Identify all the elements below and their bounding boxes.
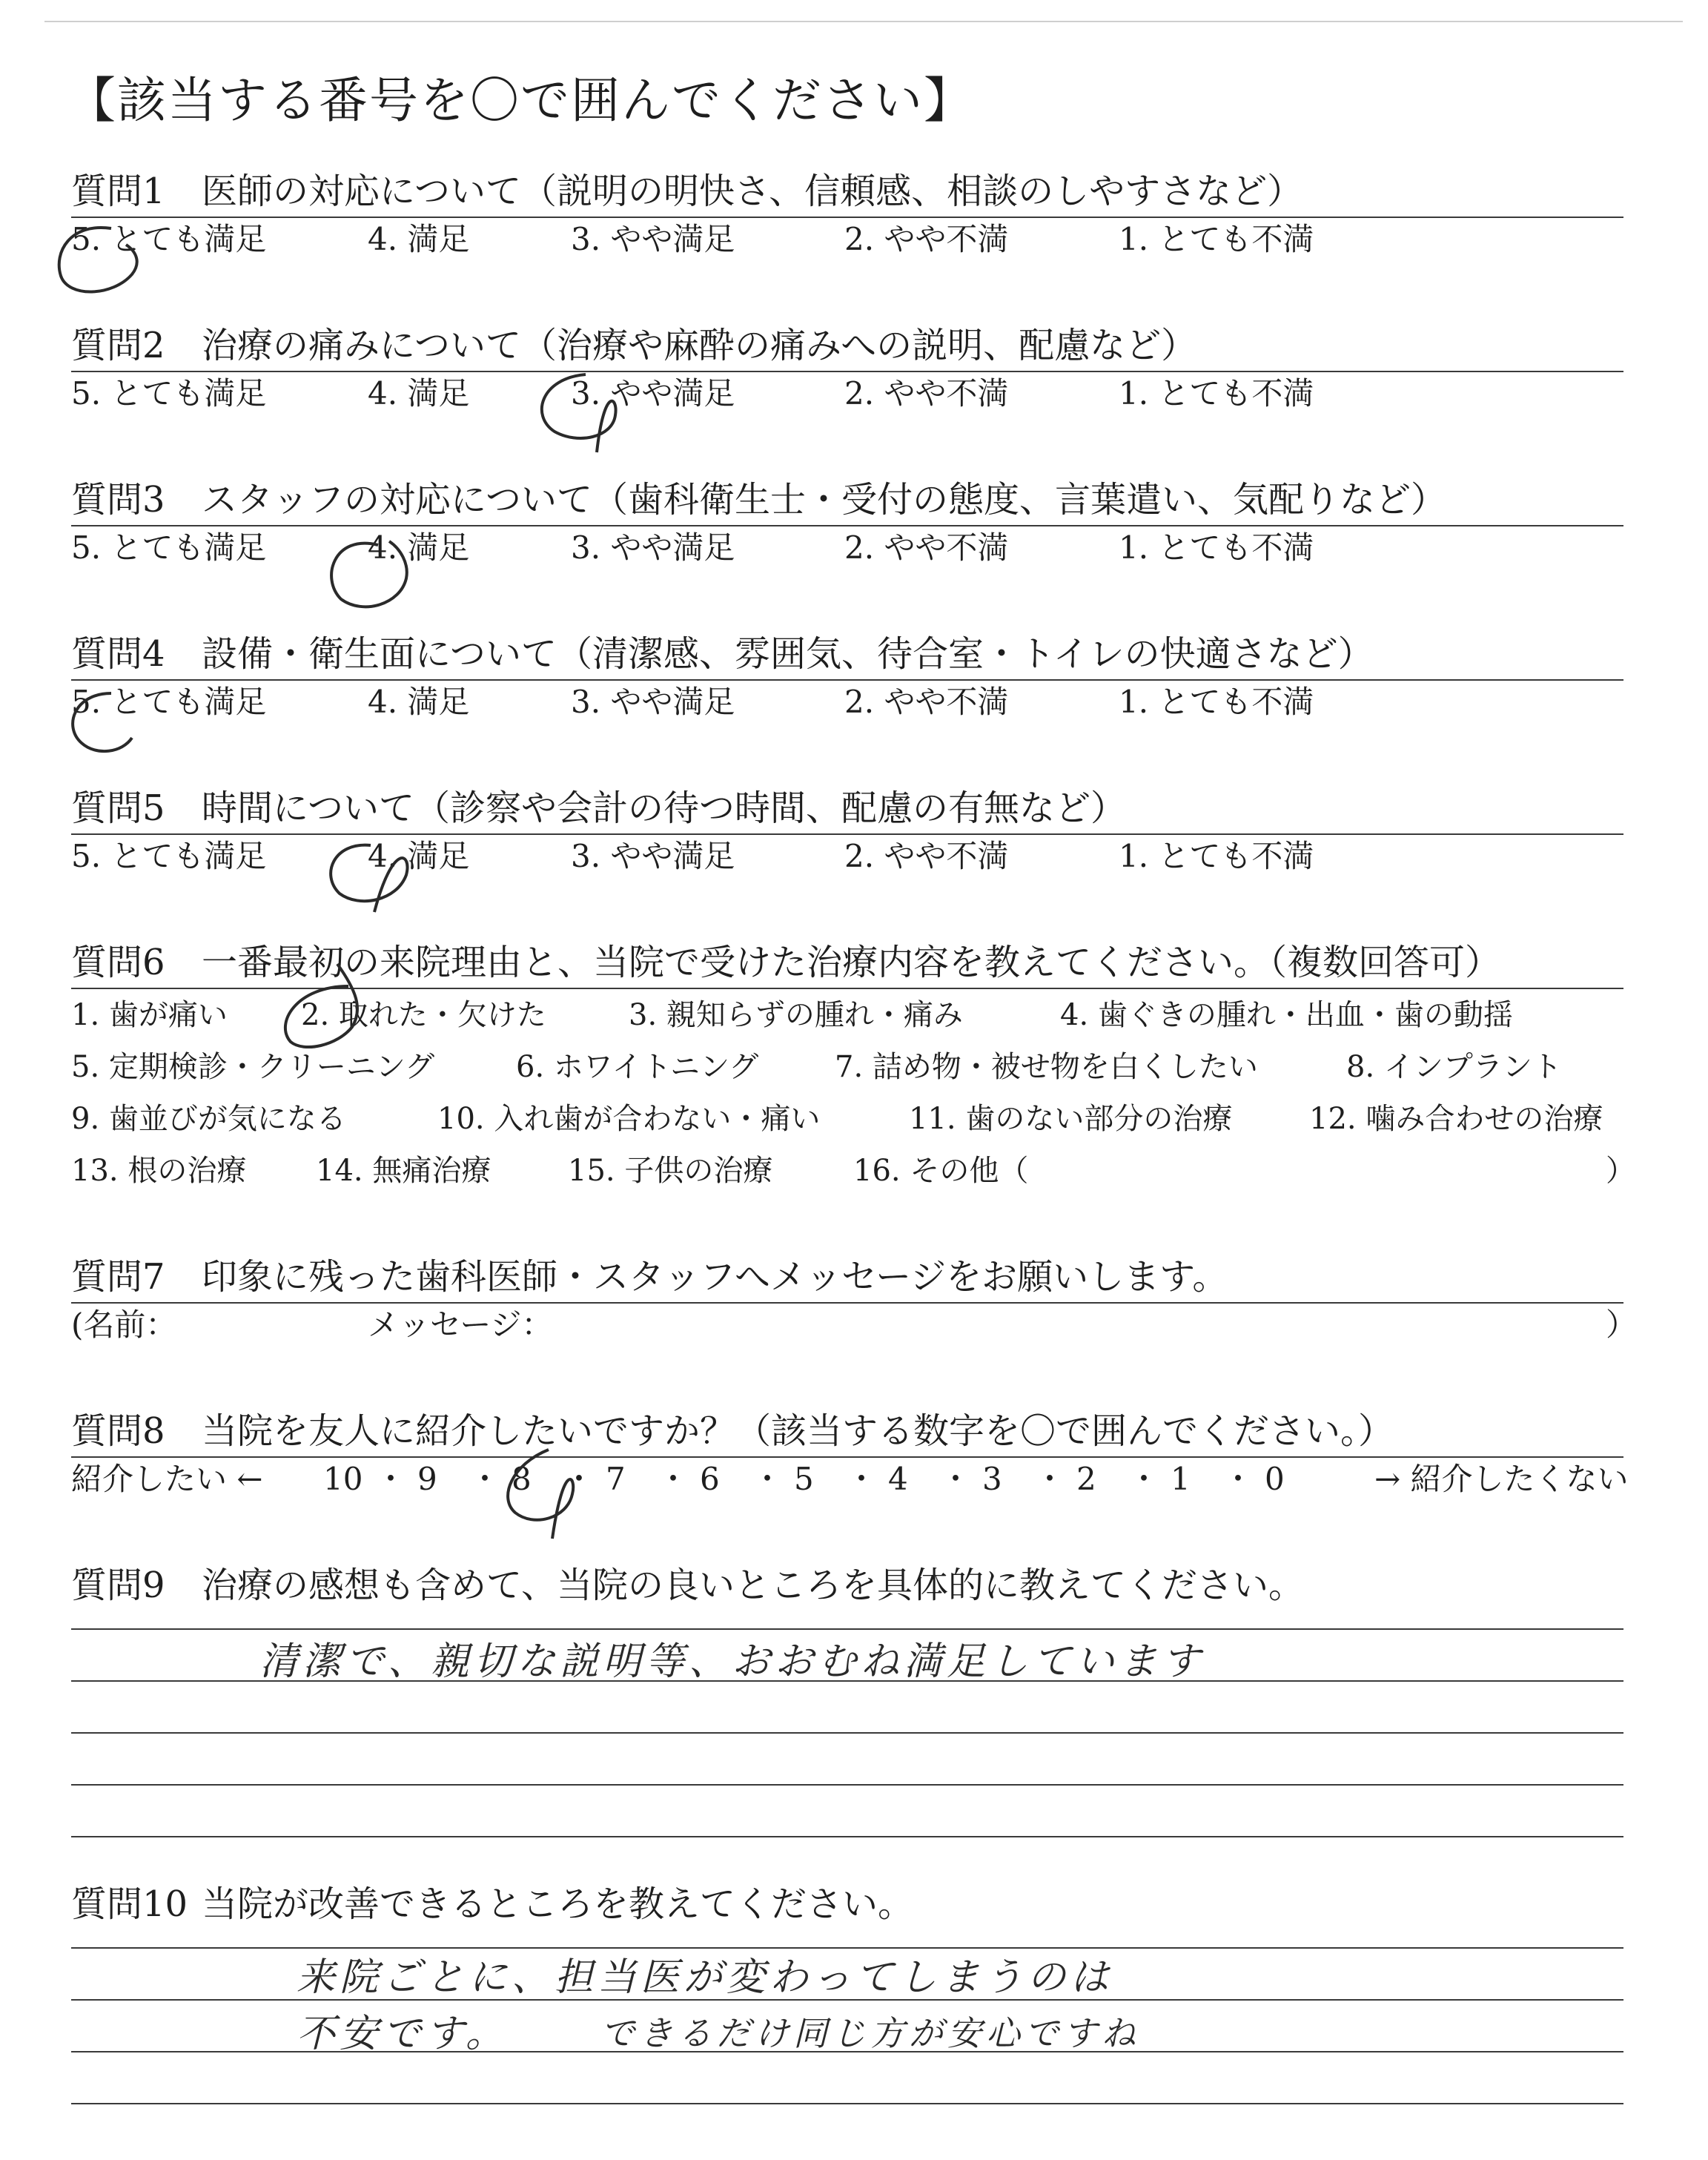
scale-value-2[interactable]: 2 (1076, 1461, 1096, 1497)
scale-value-9[interactable]: 9 (417, 1461, 437, 1497)
treatment-option[interactable]: 14. 無痛治療 (316, 1154, 491, 1188)
scale-value-7[interactable]: 7 (606, 1461, 626, 1497)
top-rule (44, 21, 1683, 22)
treatment-option-other[interactable]: 16. その他（ (853, 1154, 1029, 1188)
scale-separator: ・ (1222, 1461, 1254, 1497)
question-2 (71, 322, 1628, 415)
question-4-title (71, 630, 1628, 678)
question-text: 当院を友人に紹介したいですか？（該当する数字を〇で囲んでください。） (202, 1410, 1394, 1452)
question-number: 質問9 (71, 1565, 165, 1606)
question-text: スタッフの対応について（歯科衛生士・受付の態度、言葉遣い、気配りなど） (202, 479, 1447, 521)
treatment-options-row (71, 989, 1628, 1041)
question-number: 質問8 (71, 1410, 165, 1452)
option-5[interactable]: 5. とても満足 (71, 684, 267, 720)
question-10-title (71, 1880, 1628, 1928)
scale-separator: ・ (469, 1461, 501, 1497)
treatment-option[interactable]: 5. 定期検診・クリーニング (71, 1050, 435, 1084)
closing-paren: ） (1606, 1154, 1635, 1188)
treatment-option[interactable]: 1. 歯が痛い (71, 998, 228, 1032)
answer-line (71, 1732, 1623, 1734)
scale-value-4[interactable]: 4 (888, 1461, 908, 1497)
option-3[interactable]: 3. やや満足 (571, 375, 735, 412)
question-number: 質問3 (71, 479, 165, 521)
q9-handwritten-answer[interactable]: 清潔で、親切な説明等、おおむね満足しています (259, 1639, 1205, 1684)
recommend-scale (71, 1458, 1628, 1501)
option-2[interactable]: 2. やや不満 (844, 529, 1009, 566)
treatment-option[interactable]: 13. 根の治療 (71, 1154, 247, 1188)
answer-line (71, 2103, 1623, 2104)
rating-options (71, 218, 1628, 261)
scale-separator: ・ (752, 1461, 784, 1497)
question-text: 当院が改善できるところを教えてください。 (202, 1883, 914, 1925)
question-text: 治療の感想も含めて、当院の良いところを具体的に教えてください。 (202, 1565, 1305, 1606)
option-3[interactable]: 3. やや満足 (571, 529, 735, 566)
q10-handwritten-answer-line1[interactable]: 来院ごとに、担当医が変わってしまうのは (297, 1955, 1113, 2000)
question-6 (71, 939, 1635, 1197)
scale-right-label: → 紹介したくない (1374, 1461, 1629, 1497)
treatment-option[interactable]: 4. 歯ぐきの腫れ・出血・歯の動揺 (1060, 998, 1513, 1032)
question-7 (71, 1253, 1638, 1347)
option-4[interactable]: 4. 満足 (368, 529, 470, 566)
treatment-options-row (71, 1145, 1635, 1197)
q10-handwritten-answer-line2a[interactable]: 不安です。 (297, 2012, 509, 2056)
treatment-options-row (71, 1041, 1628, 1093)
rating-options (71, 526, 1628, 569)
treatment-option[interactable]: 3. 親知らずの腫れ・痛み (629, 998, 963, 1032)
question-1 (71, 168, 1628, 261)
option-2[interactable]: 2. やや不満 (844, 221, 1009, 257)
scale-separator: ・ (375, 1461, 407, 1497)
treatment-option[interactable]: 12. 噛み合わせの治療 (1309, 1102, 1603, 1136)
q10-handwritten-answer-line2b[interactable]: できるだけ同じ方が安心ですね (600, 2013, 1140, 2053)
treatment-option[interactable]: 7. 詰め物・被せ物を白くしたい (835, 1050, 1258, 1084)
question-number: 質問6 (71, 942, 165, 983)
question-5-title (71, 785, 1628, 832)
question-number: 質問1 (71, 171, 165, 212)
question-8-title (71, 1407, 1628, 1455)
scale-value-8[interactable]: 8 (512, 1461, 532, 1497)
question-4 (71, 630, 1628, 724)
treatment-option[interactable]: 2. 取れた・欠けた (301, 998, 546, 1032)
treatment-option[interactable]: 15. 子供の治療 (568, 1154, 773, 1188)
option-1[interactable]: 1. とても不満 (1119, 838, 1314, 874)
option-3[interactable]: 3. やや満足 (571, 221, 735, 257)
option-3[interactable]: 3. やや満足 (571, 838, 735, 874)
option-1[interactable]: 1. とても不満 (1119, 221, 1314, 257)
treatment-option[interactable]: 10. 入れ歯が合わない・痛い (437, 1102, 821, 1136)
treatment-option[interactable]: 6. ホワイトニング (516, 1050, 759, 1084)
option-3[interactable]: 3. やや満足 (571, 684, 735, 720)
option-5[interactable]: 5. とても満足 (71, 375, 267, 412)
question-2-title (71, 322, 1628, 369)
question-text: 印象に残った歯科医師・スタッフへメッセージをお願いします。 (202, 1256, 1228, 1298)
rating-options (71, 835, 1628, 878)
scale-value-3[interactable]: 3 (982, 1461, 1002, 1497)
question-9 (71, 1562, 1628, 1837)
option-1[interactable]: 1. とても不満 (1119, 684, 1314, 720)
option-2[interactable]: 2. やや不満 (844, 684, 1009, 720)
treatment-option[interactable]: 11. 歯のない部分の治療 (909, 1102, 1233, 1136)
scale-value-6[interactable]: 6 (700, 1461, 720, 1497)
option-5[interactable]: 5. とても満足 (71, 529, 267, 566)
answer-line (71, 1836, 1623, 1837)
rating-options (71, 372, 1628, 415)
question-8 (71, 1407, 1628, 1501)
name-label: (名前： (71, 1307, 177, 1343)
option-4[interactable]: 4. 満足 (368, 838, 470, 874)
question-3-title (71, 476, 1628, 524)
question-text: 時間について（診察や会計の待つ時間、配慮の有無など） (202, 787, 1127, 829)
closing-paren: ） (1606, 1307, 1638, 1343)
option-1[interactable]: 1. とても不満 (1119, 375, 1314, 412)
rating-options (71, 681, 1628, 724)
question-6-title (71, 939, 1628, 986)
question-7-title (71, 1253, 1628, 1301)
option-2[interactable]: 2. やや不満 (844, 838, 1009, 874)
scale-separator: ・ (846, 1461, 878, 1497)
question-number: 質問10 (71, 1883, 188, 1925)
answer-line (71, 1784, 1623, 1786)
scale-value-5[interactable]: 5 (794, 1461, 814, 1497)
scale-separator: ・ (1128, 1461, 1160, 1497)
option-5[interactable]: 5. とても満足 (71, 221, 267, 257)
question-text: 治療の痛みについて（治療や麻酔の痛みへの説明、配慮など） (202, 325, 1197, 366)
option-4[interactable]: 4. 満足 (368, 221, 470, 257)
scale-value-10[interactable]: 10 (323, 1461, 363, 1497)
scale-value-0[interactable]: 0 (1265, 1461, 1285, 1497)
treatment-option[interactable]: 9. 歯並びが気になる (71, 1102, 346, 1136)
message-fields (71, 1304, 1638, 1347)
treatment-option[interactable]: 8. インプラント (1346, 1050, 1562, 1084)
option-4[interactable]: 4. 満足 (368, 684, 470, 720)
scale-left-label: 紹介したい ← (71, 1461, 263, 1497)
question-text: 医師の対応について（説明の明快さ、信頼感、相談のしやすさなど） (202, 171, 1303, 212)
option-4[interactable]: 4. 満足 (368, 375, 470, 412)
question-5 (71, 785, 1628, 878)
question-9-title (71, 1562, 1628, 1609)
option-1[interactable]: 1. とても不満 (1119, 529, 1314, 566)
question-number: 質問5 (71, 787, 165, 829)
scale-separator: ・ (658, 1461, 689, 1497)
message-label[interactable]: メッセージ： (368, 1307, 553, 1343)
option-2[interactable]: 2. やや不満 (844, 375, 1009, 412)
question-3 (71, 476, 1628, 569)
scale-value-1[interactable]: 1 (1171, 1461, 1191, 1497)
treatment-options-row (71, 1093, 1628, 1145)
question-text: 一番最初の来院理由と、当院で受けた治療内容を教えてください。（複数回答可） (202, 942, 1501, 983)
page-header: 【該当する番号を〇で囲んでください】 (67, 72, 974, 129)
question-text: 設備・衛生面について（清潔感、雰囲気、待合室・トイレの快適さなど） (202, 633, 1374, 675)
option-5[interactable]: 5. とても満足 (71, 838, 267, 874)
scale-separator: ・ (940, 1461, 972, 1497)
scale-separator: ・ (1034, 1461, 1066, 1497)
question-number: 質問4 (71, 633, 165, 675)
scale-separator: ・ (563, 1461, 595, 1497)
question-number: 質問2 (71, 325, 165, 366)
question-1-title (71, 168, 1628, 215)
question-number: 質問7 (71, 1256, 165, 1298)
